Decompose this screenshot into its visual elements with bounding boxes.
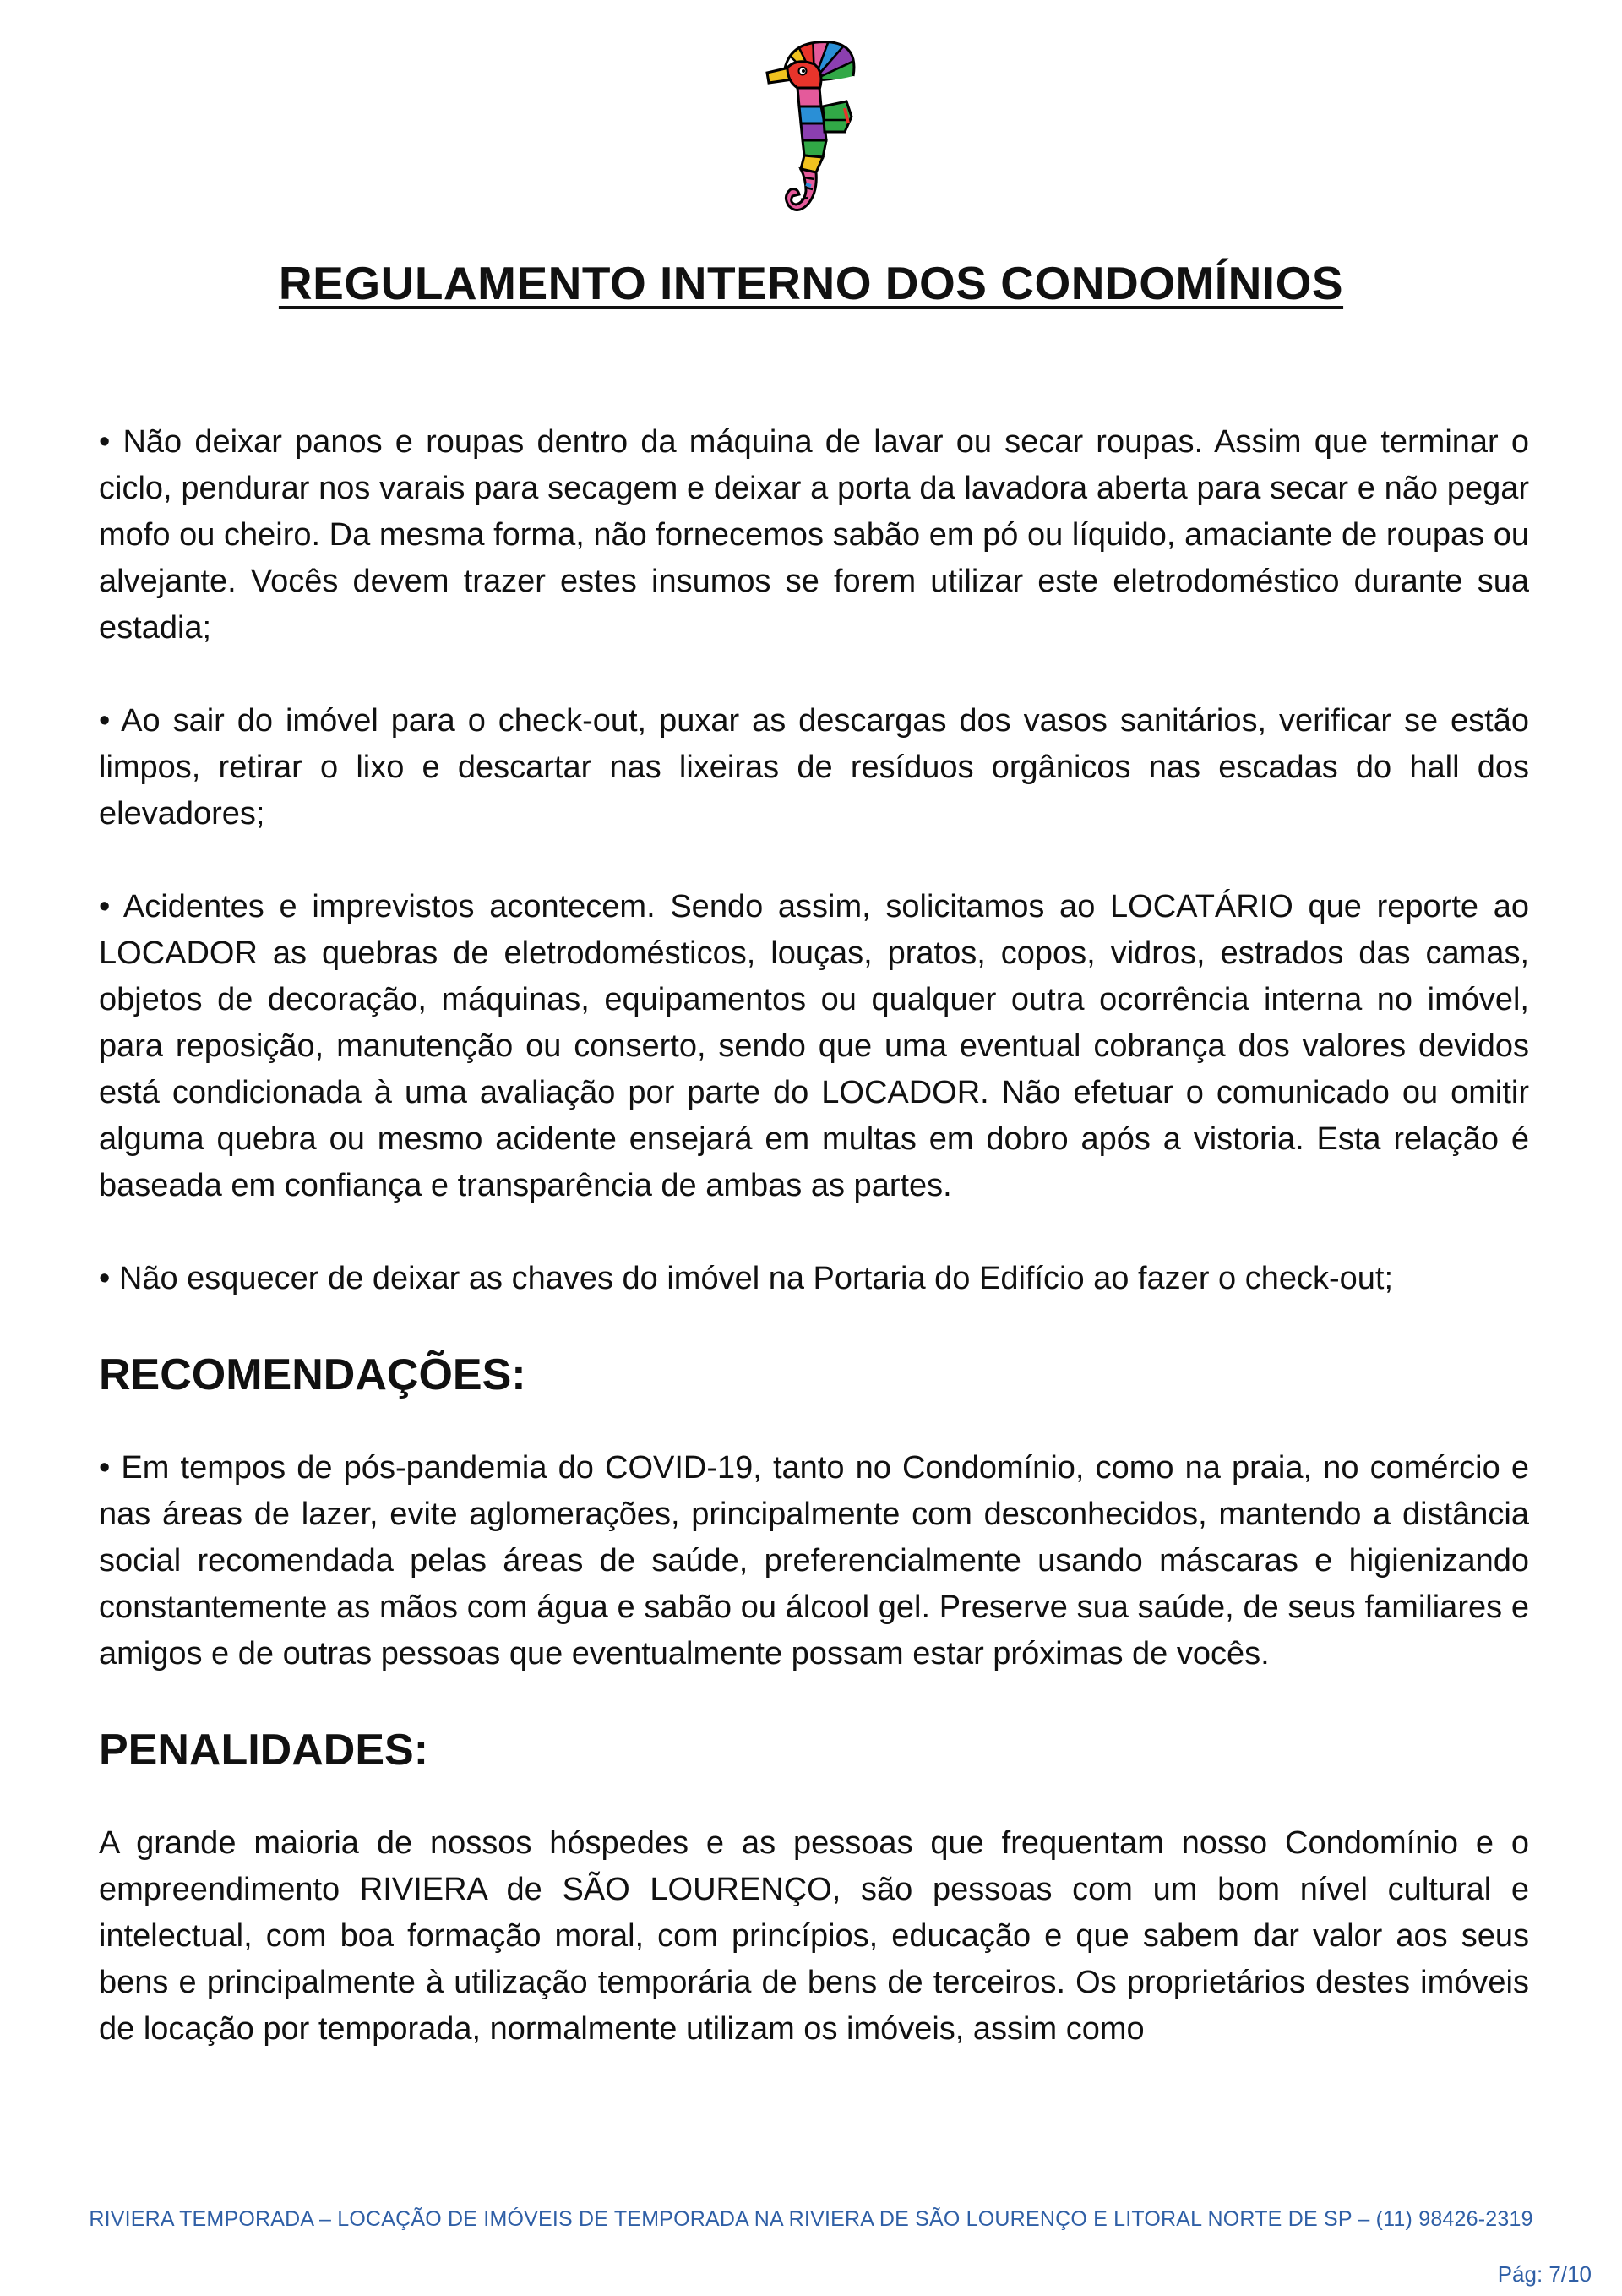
paragraph-recomendacoes: • Em tempos de pós-pandemia do COVID-19, tanto no Condomínio, como na praia, no comércio e nas áreas de lazer, evite aglomerações, principalmente com desconhecidos, mantendo a distância social recomendada pelas áreas de saúde, preferencialmente usando máscaras e higienizando constantemente as mãos com água e sabão ou álcool gel. Preserve sua saúde, de seus familiares e amigos e de outras pessoas que eventualmente possam estar próximas de vocês.	[99, 1450, 1529, 1672]
paragraph-accidents: • Acidentes e imprevistos acontecem. Sendo assim, solicitamos ao LOCATÁRIO que reporte ao LOCADOR as quebras de eletrodomésticos, louças, pratos, copos, vidros, estrados das camas, objetos de decoração, máquinas, equipamentos ou qualquer outra ocorrência interna no imóvel, para reposição, manutenção ou conserto, sendo que uma eventual cobrança dos valores devidos está condicionada à uma avaliação por parte do LOCADOR. Não efetuar o comunicado ou omitir alguma quebra ou mesmo acidente ensejará em multas em dobro após a vistoria. Esta relação é baseada em confiança e transparência de ambas as partes.	[99, 889, 1529, 1203]
page-title: REGULAMENTO INTERNO DOS CONDOMÍNIOS	[278, 257, 1344, 309]
document-body	[99, 419, 1529, 2099]
paragraph-laundry: • Não deixar panos e roupas dentro da máquina de lavar ou secar roupas. Assim que terminar o ciclo, pendurar nos varais para secagem e deixar a porta da lavadora aberta para secar e não pegar mofo ou cheiro. Da mesma forma, não fornecemos sabão em pó ou líquido, amaciante de roupas ou alvejante. Vocês devem trazer estes insumos se forem utilizar este eletrodoméstico durante sua estadia;	[99, 424, 1529, 646]
paragraph-penalidades: A grande maioria de nossos hóspedes e as pessoas que frequentam nosso Condomínio e o empreendimento RIVIERA de SÃO LOURENÇO, são pessoas com um bom nível cultural e intelectual, com boa formação moral, com princípios, educação e que sabem dar valor aos seus bens e principalmente à utilização temporária de bens de terceiros. Os proprietários destes imóveis de locação por temporada, normalmente utilizam os imóveis, assim como	[99, 1825, 1529, 2047]
paragraph-keys: • Não esquecer de deixar as chaves do imóvel na Portaria do Edifício ao fazer o check-out;	[99, 1261, 1394, 1296]
section-heading-penalidades: PENALIDADES:	[99, 1726, 429, 1775]
page-number: Pág: 7/10	[1497, 2261, 1592, 2287]
page-footer: RIVIERA TEMPORADA – LOCAÇÃO DE IMÓVEIS DE TEMPORADA NA RIVIERA DE SÃO LOURENÇO E LITORAL NORTE DE SP – (11) 98426-2319	[89, 2207, 1533, 2231]
seahorse-logo-icon	[764, 39, 874, 223]
section-heading-recomendacoes: RECOMENDAÇÕES:	[99, 1350, 526, 1399]
paragraph-checkout: • Ao sair do imóvel para o check-out, puxar as descargas dos vasos sanitários, verificar se estão limpos, retirar o lixo e descartar nas lixeiras de resíduos orgânicos nas escadas do hall dos elevadores;	[99, 703, 1529, 832]
